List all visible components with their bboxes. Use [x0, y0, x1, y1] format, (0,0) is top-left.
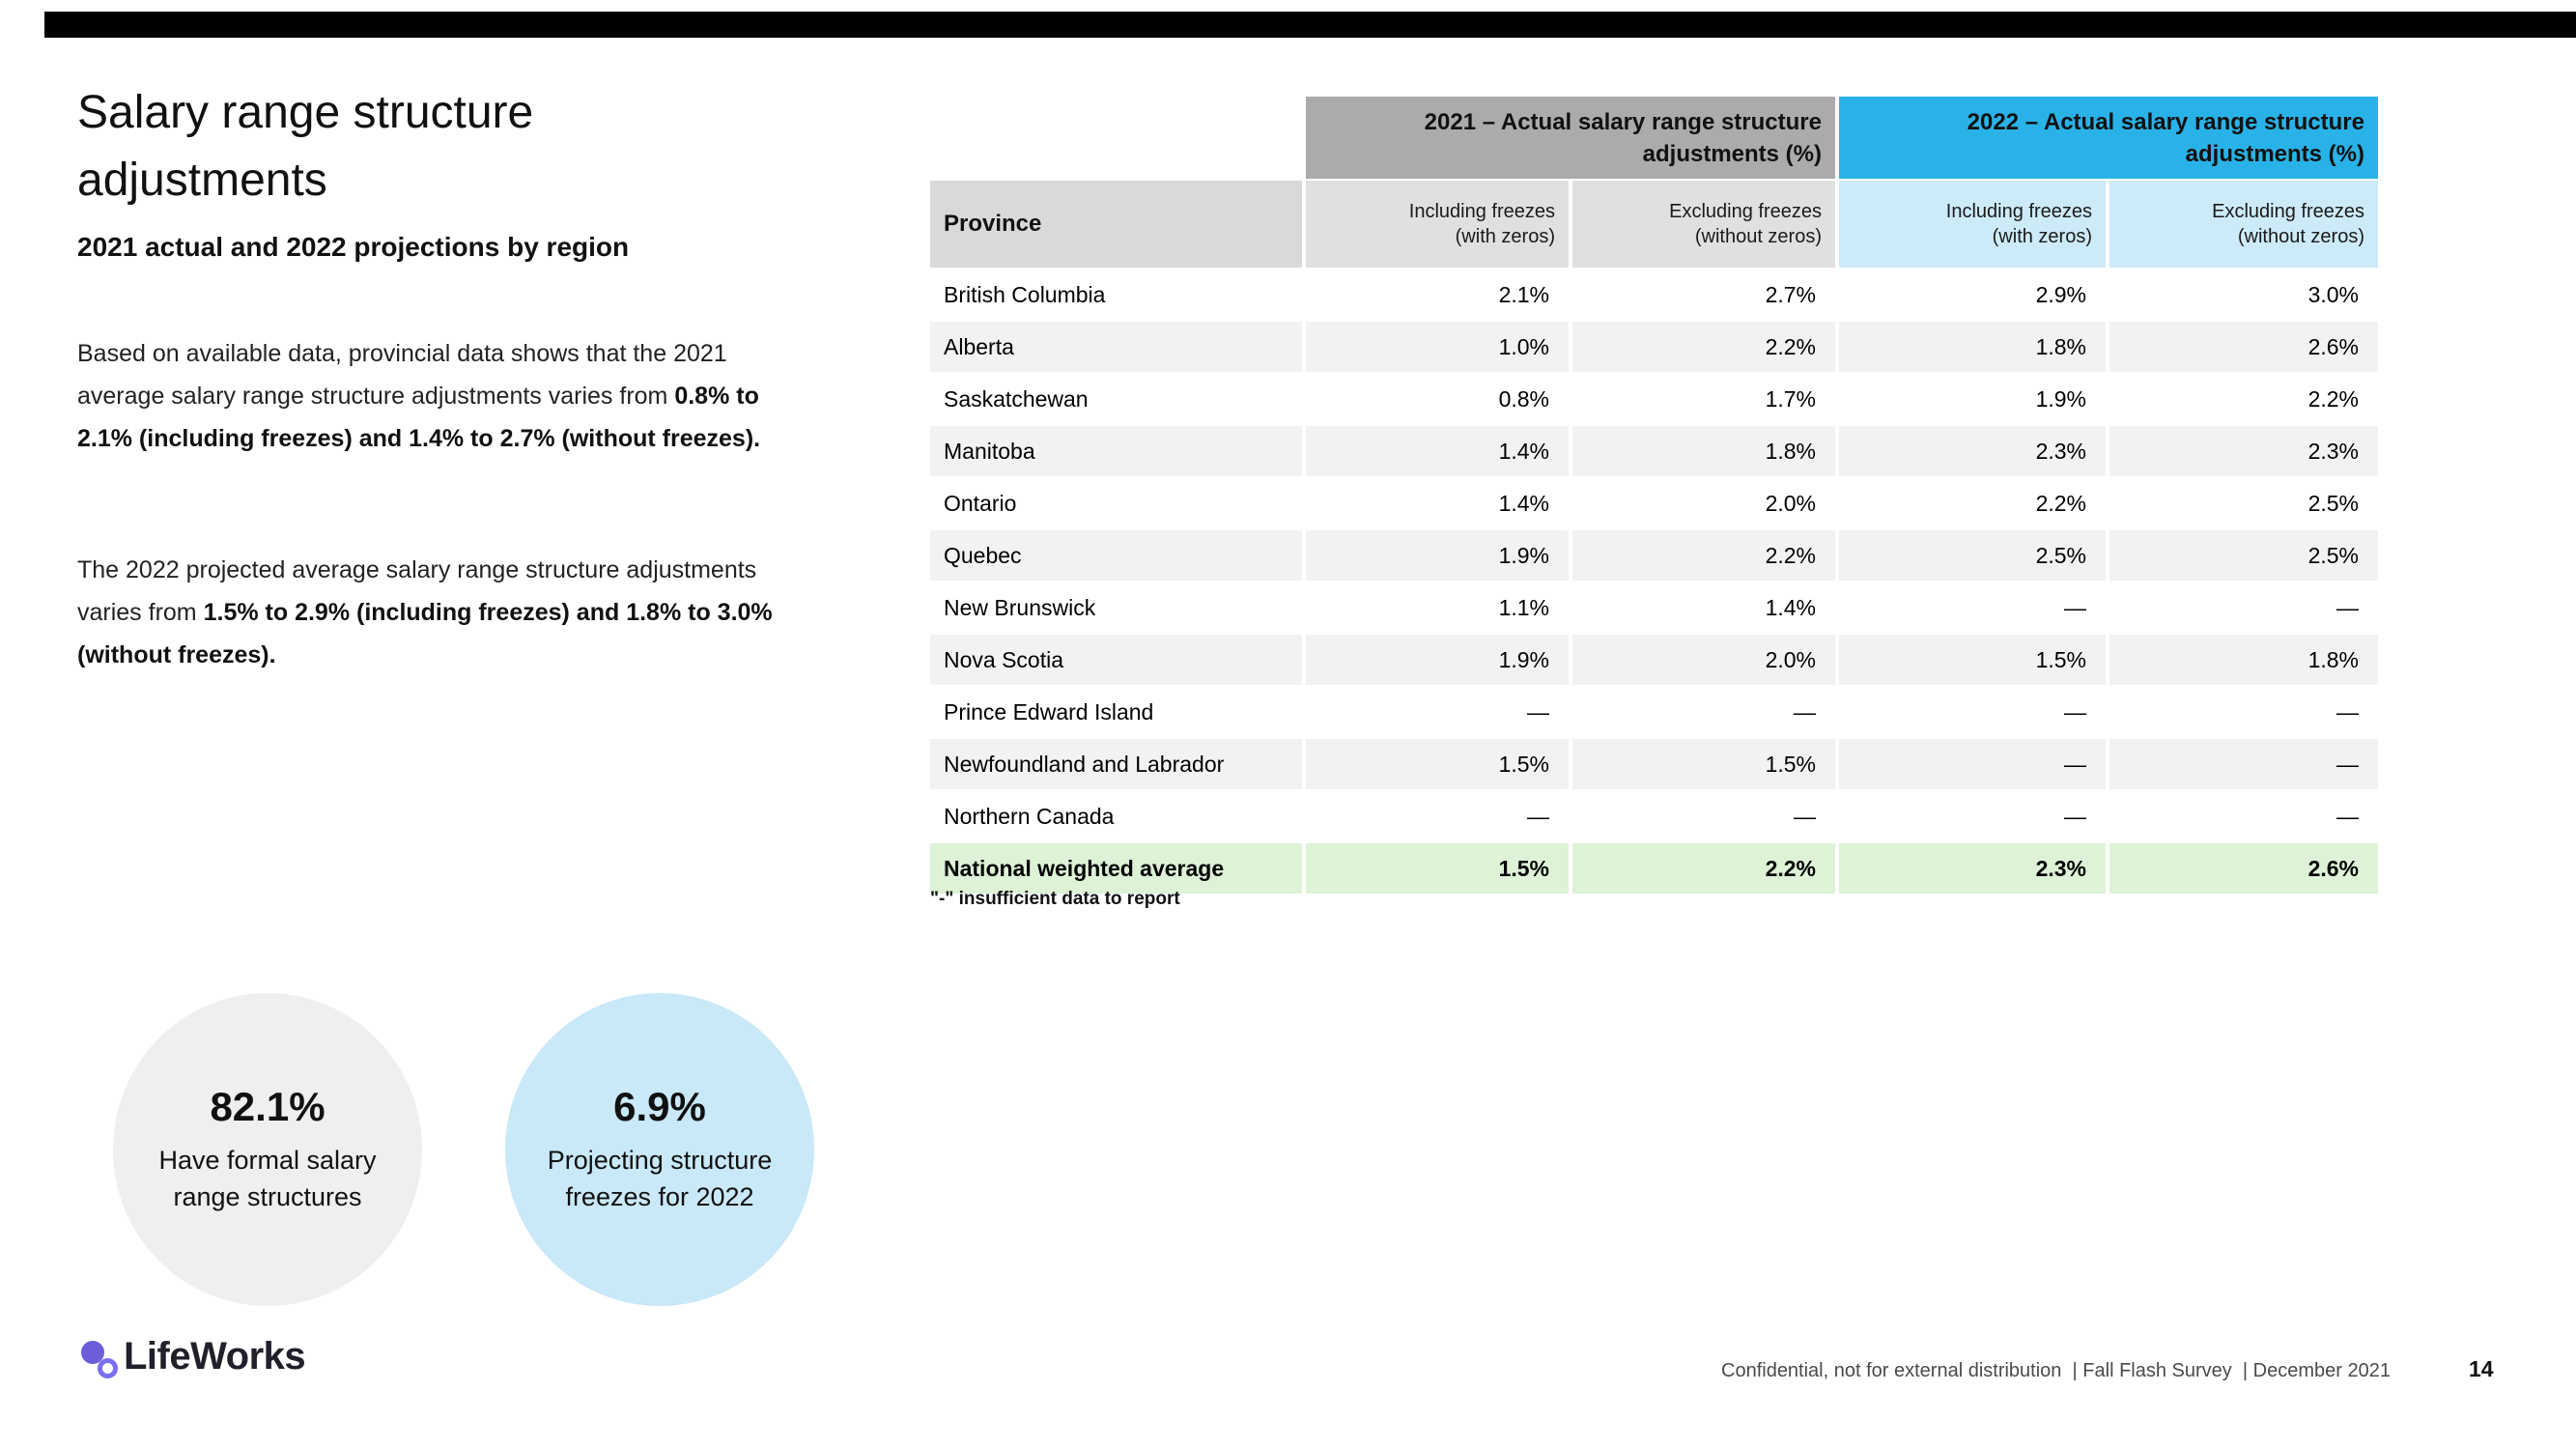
cell-total-value: 1.5%: [1306, 843, 1569, 894]
cell-value: 1.1%: [1498, 594, 1549, 620]
stat-circle-structure-freezes: [505, 993, 814, 1306]
cell-value: 2.2%: [1572, 322, 1835, 372]
cell-value: 2.2%: [2035, 490, 2086, 516]
cell-value: 1.5%: [1572, 739, 1835, 789]
subheader-2021-including: [1306, 181, 1569, 268]
paragraph-2-bold: 1.5% to 2.9% (including freezes) and 1.8% to 3.0% (without freezes).: [77, 599, 773, 668]
cell-province: Newfoundland and Labrador: [930, 739, 1302, 789]
cell-value: —: [2064, 698, 2086, 724]
stat-value: 82.1%: [210, 1084, 326, 1129]
cell-value: 2.9%: [2035, 281, 2086, 307]
body-paragraph-2: [77, 549, 787, 676]
subheader-line2: (with zeros): [1992, 226, 2092, 247]
group-header-2022: 2022 – Actual salary range structure adjustments (%): [1839, 97, 2378, 179]
top-bar: [44, 12, 2576, 38]
cell-total-label: National weighted average: [930, 843, 1302, 894]
cell-value: —: [1794, 698, 1816, 724]
cell-value: 1.4%: [1765, 594, 1816, 620]
cell-value: 1.9%: [2035, 385, 2086, 412]
cell-value: 1.4%: [1306, 426, 1569, 476]
paragraph-2-normal: The 2022 projected average salary range structure adjustments varies from: [77, 556, 757, 626]
logo-wordmark: LifeWorks: [124, 1335, 306, 1378]
paragraph-1-bold: 0.8% to 2.1% (including freezes) and 1.4% to 2.7% (without freezes).: [77, 383, 761, 452]
cell-value: 1.5%: [1306, 739, 1569, 789]
subheader-2022-excluding: [2109, 181, 2378, 268]
subheader-2022-including: [1839, 181, 2106, 268]
stat-label: Projecting structure freezes for 2022: [547, 1146, 773, 1211]
subheader-line2: (without zeros): [1694, 226, 1822, 247]
page-number: 14: [2469, 1356, 2494, 1381]
cell-value: —: [2064, 803, 2086, 829]
slide-subtitle: 2021 actual and 2022 projections by region: [77, 232, 630, 262]
province-column-header: Province: [930, 181, 1302, 268]
cell-province: Manitoba: [930, 426, 1302, 476]
cell-value: 1.8%: [1839, 322, 2106, 372]
stat-value: 6.9%: [613, 1084, 706, 1129]
cell-value: 2.1%: [1498, 281, 1549, 307]
cell-province: Nova Scotia: [930, 635, 1302, 685]
cell-total-value: 2.3%: [1839, 843, 2106, 894]
cell-value: —: [1839, 739, 2106, 789]
cell-value: 2.3%: [2109, 426, 2378, 476]
paragraph-1-normal: Based on available data, provincial data shows that the 2021 average salary range structure adjustments varies from: [77, 340, 727, 410]
logo-ring-icon: [98, 1358, 118, 1378]
cell-value: —: [2109, 739, 2378, 789]
subheader-line2: (without zeros): [2237, 226, 2364, 247]
subheader-line2: (with zeros): [1455, 226, 1555, 247]
subheader-line1: Including freezes: [1945, 201, 2092, 222]
cell-value: —: [2336, 698, 2359, 724]
subheader-line1: Including freezes: [1408, 201, 1555, 222]
cell-province: New Brunswick: [944, 594, 1096, 620]
cell-value: 1.4%: [1498, 490, 1549, 516]
cell-value: —: [2336, 594, 2359, 620]
cell-value: 0.8%: [1498, 385, 1549, 412]
cell-value: 2.5%: [2307, 490, 2359, 516]
cell-value: 2.0%: [1572, 635, 1835, 685]
cell-value: —: [2336, 803, 2359, 829]
cell-value: —: [2064, 594, 2086, 620]
footer-text: Confidential, not for external distribution | Fall Flash Survey | December 2021: [1721, 1360, 2391, 1381]
cell-province: Prince Edward Island: [944, 698, 1154, 724]
stat-circle-formal-structures: [113, 993, 422, 1306]
cell-value: 1.9%: [1306, 530, 1569, 581]
cell-province: Quebec: [930, 530, 1302, 581]
cell-value: 1.0%: [1306, 322, 1569, 372]
cell-value: —: [1527, 803, 1549, 829]
stat-label: Have formal salary range structures: [158, 1146, 377, 1211]
salary-table: [930, 97, 2378, 894]
cell-value: 2.0%: [1765, 490, 1816, 516]
cell-value: 1.8%: [1572, 426, 1835, 476]
cell-value: 1.9%: [1306, 635, 1569, 685]
cell-value: 2.6%: [2109, 322, 2378, 372]
subheader-line1: Excluding freezes: [1669, 201, 1822, 222]
body-paragraph-1: [77, 332, 787, 460]
cell-value: 1.5%: [1839, 635, 2106, 685]
slide-title: Salary range structure adjustments: [77, 87, 534, 206]
subheader-line1: Excluding freezes: [2212, 201, 2364, 222]
cell-value: 2.2%: [1572, 530, 1835, 581]
subheader-2021-excluding: [1572, 181, 1835, 268]
cell-province: Saskatchewan: [944, 385, 1089, 412]
cell-province: British Columbia: [944, 281, 1106, 307]
table-footnote: "-" insufficient data to report: [930, 889, 1180, 909]
cell-province: Northern Canada: [944, 803, 1115, 829]
cell-value: —: [1527, 698, 1549, 724]
cell-value: 2.5%: [1839, 530, 2106, 581]
cell-value: 2.3%: [1839, 426, 2106, 476]
cell-province: Alberta: [930, 322, 1302, 372]
group-header-spacer: [930, 97, 1302, 179]
cell-value: 2.7%: [1765, 281, 1816, 307]
cell-province: Ontario: [944, 490, 1017, 516]
cell-value: 1.7%: [1765, 385, 1816, 412]
cell-value: 1.8%: [2109, 635, 2378, 685]
group-header-2021: 2021 – Actual salary range structure adjustments (%): [1306, 97, 1835, 179]
cell-total-value: 2.2%: [1572, 843, 1835, 894]
cell-value: —: [1794, 803, 1816, 829]
cell-total-value: 2.6%: [2109, 843, 2378, 894]
cell-value: 2.5%: [2109, 530, 2378, 581]
cell-value: 3.0%: [2307, 281, 2359, 307]
cell-value: 2.2%: [2307, 385, 2359, 412]
